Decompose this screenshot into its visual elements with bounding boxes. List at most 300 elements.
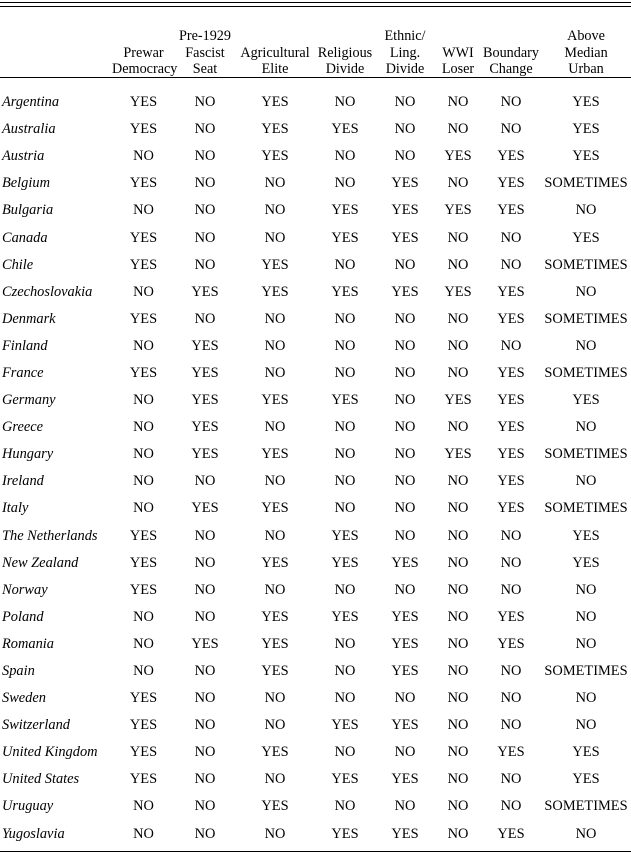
cell-ethnic-ling-divide: NO [394, 94, 416, 111]
table-header [0, 0, 631, 77]
cell-wwi-loser: NO [447, 744, 469, 761]
country-name: Belgium [2, 175, 50, 192]
cell-pre1929-fascist-seat: YES [191, 419, 219, 436]
cell-religious-divide: YES [331, 527, 359, 544]
cell-pre1929-fascist-seat: YES [191, 392, 219, 409]
country-name: Czechoslovakia [2, 283, 93, 300]
cell-prewar-democracy: YES [129, 581, 158, 598]
cell-pre1929-fascist-seat: NO [194, 717, 216, 734]
cell-pre1929-fascist-seat: NO [194, 175, 216, 192]
cell-agricultural-elite: NO [264, 771, 286, 788]
cell-boundary-change: YES [497, 500, 525, 517]
cell-agricultural-elite: NO [264, 337, 286, 354]
cell-boundary-change: YES [497, 473, 525, 490]
cell-wwi-loser: NO [447, 717, 469, 734]
cell-boundary-change: NO [500, 337, 522, 354]
cell-pre1929-fascist-seat: NO [194, 94, 216, 111]
cell-ethnic-ling-divide: YES [391, 771, 419, 788]
cell-prewar-democracy: YES [129, 175, 158, 192]
country-name: Greece [2, 419, 44, 436]
cell-agricultural-elite: YES [261, 148, 289, 165]
table-row [0, 77, 631, 116]
country-name: Romania [2, 635, 54, 652]
cell-above-median-urban: YES [572, 229, 600, 246]
cell-pre1929-fascist-seat: NO [194, 663, 216, 680]
cell-religious-divide: NO [334, 148, 356, 165]
cell-ethnic-ling-divide: NO [394, 337, 416, 354]
cell-boundary-change: YES [497, 364, 525, 381]
country-name: Chile [2, 256, 34, 273]
column-header-above-median-urban [541, 0, 631, 77]
cell-wwi-loser: NO [447, 94, 469, 111]
cell-ethnic-ling-divide: NO [394, 364, 416, 381]
cell-prewar-democracy: NO [133, 446, 154, 463]
cell-agricultural-elite: YES [261, 608, 289, 625]
cell-prewar-democracy: NO [133, 798, 154, 815]
table-row [0, 631, 631, 658]
cell-agricultural-elite: YES [261, 94, 289, 111]
cell-boundary-change: NO [500, 121, 522, 138]
cell-ethnic-ling-divide: NO [394, 473, 416, 490]
cell-ethnic-ling-divide: NO [394, 690, 416, 707]
column-header-line: Boundary [483, 44, 539, 61]
cell-boundary-change: NO [500, 94, 522, 111]
cell-prewar-democracy: YES [129, 121, 158, 138]
cell-boundary-change: YES [497, 202, 525, 219]
cell-above-median-urban: SOMETIMES [544, 798, 628, 815]
cell-above-median-urban: NO [575, 202, 597, 219]
cell-prewar-democracy: YES [129, 744, 158, 761]
cell-boundary-change: NO [500, 798, 522, 815]
cell-religious-divide: NO [334, 690, 356, 707]
cell-above-median-urban: NO [575, 581, 597, 598]
column-header-line: Fascist [185, 44, 225, 61]
cell-pre1929-fascist-seat: NO [194, 554, 216, 571]
column-header-line: Ling. [389, 44, 421, 61]
cell-prewar-democracy: NO [133, 283, 154, 300]
cell-boundary-change: YES [497, 310, 525, 327]
cell-boundary-change: YES [497, 608, 525, 625]
column-header-line: Loser [441, 60, 475, 77]
cell-agricultural-elite: NO [264, 690, 286, 707]
cell-ethnic-ling-divide: YES [391, 608, 419, 625]
country-name: Australia [2, 121, 56, 138]
table-row [0, 143, 631, 170]
country-name: Yugoslavia [2, 825, 65, 842]
cell-ethnic-ling-divide: YES [391, 635, 419, 652]
cell-pre1929-fascist-seat: YES [191, 635, 219, 652]
column-header-line: Prewar [123, 44, 164, 61]
cell-above-median-urban: YES [572, 392, 600, 409]
cell-ethnic-ling-divide: YES [391, 554, 419, 571]
cell-agricultural-elite: NO [264, 825, 286, 842]
column-header-line: Democracy [112, 60, 178, 77]
country-name: Uruguay [2, 798, 54, 815]
cell-agricultural-elite: NO [264, 473, 286, 490]
cell-prewar-democracy: YES [129, 690, 158, 707]
cell-agricultural-elite: YES [261, 554, 289, 571]
column-header-boundary-change [481, 0, 541, 77]
country-name: The Netherlands [2, 527, 98, 544]
cell-boundary-change: YES [497, 175, 525, 192]
cell-prewar-democracy: YES [129, 771, 158, 788]
cell-religious-divide: NO [334, 364, 356, 381]
cell-agricultural-elite: NO [264, 202, 286, 219]
cell-boundary-change: NO [500, 256, 522, 273]
cell-agricultural-elite: NO [264, 419, 286, 436]
cell-ethnic-ling-divide: NO [394, 500, 416, 517]
column-header-line: Elite [261, 60, 289, 77]
cell-above-median-urban: SOMETIMES [544, 364, 628, 381]
country-name: United States [2, 771, 80, 788]
cell-pre1929-fascist-seat: NO [194, 148, 216, 165]
cell-boundary-change: NO [500, 690, 522, 707]
cell-ethnic-ling-divide: YES [391, 717, 419, 734]
column-header-line: Divide [325, 60, 365, 77]
cell-agricultural-elite: YES [261, 446, 289, 463]
cell-boundary-change: YES [497, 635, 525, 652]
cell-pre1929-fascist-seat: YES [191, 500, 219, 517]
cell-agricultural-elite: NO [264, 717, 286, 734]
cell-religious-divide: YES [331, 825, 359, 842]
cell-religious-divide: NO [334, 446, 356, 463]
cell-ethnic-ling-divide: NO [394, 527, 416, 544]
table-row [0, 170, 631, 197]
cell-above-median-urban: NO [575, 473, 597, 490]
cell-agricultural-elite: YES [261, 256, 289, 273]
cell-prewar-democracy: YES [129, 717, 158, 734]
column-header-line: WWI [442, 44, 474, 61]
table-row [0, 712, 631, 739]
cell-wwi-loser: YES [444, 202, 472, 219]
country-name: Poland [2, 608, 44, 625]
cell-wwi-loser: NO [447, 608, 469, 625]
cell-pre1929-fascist-seat: NO [194, 608, 216, 625]
cell-wwi-loser: NO [447, 364, 469, 381]
cell-boundary-change: YES [497, 392, 525, 409]
cell-religious-divide: NO [334, 337, 356, 354]
cell-prewar-democracy: YES [129, 229, 158, 246]
country-name: Canada [2, 229, 48, 246]
cell-pre1929-fascist-seat: NO [194, 121, 216, 138]
cell-prewar-democracy: NO [133, 148, 154, 165]
cell-religious-divide: YES [331, 229, 359, 246]
cell-agricultural-elite: NO [264, 310, 286, 327]
column-header-prewar-democracy [112, 0, 178, 77]
cell-prewar-democracy: YES [129, 364, 158, 381]
column-header-line: Change [489, 60, 533, 77]
table-row [0, 658, 631, 685]
cell-above-median-urban: SOMETIMES [544, 446, 628, 463]
cell-agricultural-elite: YES [261, 744, 289, 761]
country-name: New Zealand [2, 554, 79, 571]
cell-ethnic-ling-divide: YES [391, 283, 419, 300]
country-name: Switzerland [2, 717, 70, 734]
cell-agricultural-elite: NO [264, 175, 286, 192]
table-bottom-rule [0, 851, 631, 852]
cell-boundary-change: NO [500, 554, 522, 571]
cell-religious-divide: YES [331, 608, 359, 625]
cell-religious-divide: NO [334, 744, 356, 761]
cell-ethnic-ling-divide: NO [394, 392, 416, 409]
cell-pre1929-fascist-seat: NO [194, 527, 216, 544]
cell-religious-divide: NO [334, 500, 356, 517]
table-row [0, 685, 631, 712]
cell-wwi-loser: NO [447, 798, 469, 815]
country-name: Spain [2, 663, 35, 680]
cell-prewar-democracy: YES [129, 256, 158, 273]
cell-ethnic-ling-divide: YES [391, 663, 419, 680]
cell-pre1929-fascist-seat: NO [194, 229, 216, 246]
cell-religious-divide: NO [334, 175, 356, 192]
table-row [0, 604, 631, 631]
cell-prewar-democracy: NO [133, 419, 154, 436]
cell-boundary-change: YES [497, 744, 525, 761]
cell-above-median-urban: NO [575, 690, 597, 707]
table-row [0, 577, 631, 604]
cell-wwi-loser: NO [447, 771, 469, 788]
column-header-pre1929-fascist-seat [175, 0, 235, 77]
cell-religious-divide: NO [334, 310, 356, 327]
cell-agricultural-elite: YES [261, 798, 289, 815]
column-header-country [0, 0, 112, 77]
table-row [0, 739, 631, 766]
table-row [0, 523, 631, 550]
table-row [0, 116, 631, 143]
table-row [0, 306, 631, 333]
cell-ethnic-ling-divide: NO [394, 419, 416, 436]
cell-agricultural-elite: YES [261, 283, 289, 300]
cell-ethnic-ling-divide: YES [391, 202, 419, 219]
cell-ethnic-ling-divide: NO [394, 121, 416, 138]
cell-pre1929-fascist-seat: YES [191, 283, 219, 300]
cell-agricultural-elite: YES [261, 635, 289, 652]
cell-above-median-urban: YES [572, 121, 600, 138]
column-header-line: Agricultural [240, 44, 310, 61]
country-name: Ireland [2, 473, 44, 490]
cell-prewar-democracy: NO [133, 473, 154, 490]
cell-agricultural-elite: YES [261, 392, 289, 409]
cell-above-median-urban: YES [572, 94, 600, 111]
cell-wwi-loser: NO [447, 527, 469, 544]
cell-wwi-loser: YES [444, 283, 472, 300]
cell-above-median-urban: SOMETIMES [544, 256, 628, 273]
cell-religious-divide: NO [334, 473, 356, 490]
cell-prewar-democracy: NO [133, 392, 154, 409]
cell-boundary-change: YES [497, 446, 525, 463]
cell-above-median-urban: YES [572, 527, 600, 544]
cell-boundary-change: NO [500, 581, 522, 598]
cell-pre1929-fascist-seat: NO [194, 690, 216, 707]
cell-religious-divide: NO [334, 419, 356, 436]
column-header-line: Religious [317, 44, 373, 61]
cell-above-median-urban: YES [572, 554, 600, 571]
cell-pre1929-fascist-seat: NO [194, 473, 216, 490]
cell-above-median-urban: SOMETIMES [544, 663, 628, 680]
column-header-wwi-loser [435, 0, 481, 77]
column-header-line: Above [567, 28, 605, 45]
cell-pre1929-fascist-seat: YES [191, 337, 219, 354]
country-name: Italy [2, 500, 29, 517]
cell-above-median-urban: SOMETIMES [544, 310, 628, 327]
cell-wwi-loser: YES [444, 392, 472, 409]
cell-boundary-change: YES [497, 825, 525, 842]
cell-pre1929-fascist-seat: NO [194, 771, 216, 788]
cell-wwi-loser: YES [444, 446, 472, 463]
column-header-line: Urban [568, 60, 604, 77]
cell-prewar-democracy: NO [133, 202, 154, 219]
cell-wwi-loser: NO [447, 229, 469, 246]
cell-pre1929-fascist-seat: NO [194, 825, 216, 842]
cell-agricultural-elite: NO [264, 364, 286, 381]
country-name: Sweden [2, 690, 46, 707]
cell-religious-divide: NO [334, 256, 356, 273]
cell-above-median-urban: NO [575, 825, 597, 842]
cell-agricultural-elite: NO [264, 581, 286, 598]
cell-above-median-urban: NO [575, 337, 597, 354]
column-header-line: Pre-1929 [178, 28, 231, 45]
cell-religious-divide: NO [334, 798, 356, 815]
cell-ethnic-ling-divide: YES [391, 825, 419, 842]
cell-pre1929-fascist-seat: NO [194, 202, 216, 219]
table-row [0, 495, 631, 522]
country-name: United Kingdom [2, 744, 98, 761]
cell-boundary-change: YES [497, 283, 525, 300]
column-header-ethnic-ling-divide [375, 0, 435, 77]
cell-agricultural-elite: NO [264, 229, 286, 246]
cell-agricultural-elite: YES [261, 121, 289, 138]
cell-wwi-loser: NO [447, 690, 469, 707]
cell-wwi-loser: NO [447, 121, 469, 138]
column-header-line: Ethnic/ [384, 28, 426, 45]
column-header-religious-divide [315, 0, 375, 77]
table-row [0, 387, 631, 414]
cell-pre1929-fascist-seat: NO [194, 310, 216, 327]
cell-wwi-loser: NO [447, 473, 469, 490]
cell-religious-divide: NO [334, 94, 356, 111]
country-name: Hungary [2, 446, 54, 463]
cell-religious-divide: NO [334, 663, 356, 680]
cell-boundary-change: YES [497, 419, 525, 436]
cell-wwi-loser: NO [447, 635, 469, 652]
cell-prewar-democracy: YES [129, 554, 158, 571]
cell-agricultural-elite: YES [261, 663, 289, 680]
column-header-line: Median [564, 44, 608, 61]
cell-ethnic-ling-divide: NO [394, 446, 416, 463]
cell-above-median-urban: SOMETIMES [544, 500, 628, 517]
cell-wwi-loser: NO [447, 337, 469, 354]
cell-above-median-urban: NO [575, 419, 597, 436]
cell-boundary-change: YES [497, 148, 525, 165]
cell-ethnic-ling-divide: YES [391, 229, 419, 246]
cell-above-median-urban: NO [575, 283, 597, 300]
table-row [0, 414, 631, 441]
cell-ethnic-ling-divide: NO [394, 798, 416, 815]
cell-wwi-loser: NO [447, 256, 469, 273]
country-name: Argentina [2, 94, 60, 111]
cell-wwi-loser: NO [447, 175, 469, 192]
country-name: Denmark [2, 310, 56, 327]
table-body [0, 77, 631, 848]
cell-above-median-urban: YES [572, 148, 600, 165]
cell-pre1929-fascist-seat: NO [194, 256, 216, 273]
country-name: Finland [2, 337, 48, 354]
table-row [0, 550, 631, 577]
cell-above-median-urban: SOMETIMES [544, 175, 628, 192]
cell-prewar-democracy: YES [129, 310, 158, 327]
cell-boundary-change: NO [500, 527, 522, 544]
cell-above-median-urban: NO [575, 635, 597, 652]
cell-prewar-democracy: NO [133, 825, 154, 842]
table-row [0, 468, 631, 495]
cell-wwi-loser: NO [447, 581, 469, 598]
cell-religious-divide: YES [331, 554, 359, 571]
cell-religious-divide: YES [331, 121, 359, 138]
cell-prewar-democracy: YES [129, 527, 158, 544]
country-name: Austria [2, 148, 45, 165]
cell-wwi-loser: NO [447, 554, 469, 571]
cell-pre1929-fascist-seat: NO [194, 744, 216, 761]
column-header-line: Seat [192, 60, 218, 77]
cell-agricultural-elite: YES [261, 500, 289, 517]
table-row [0, 793, 631, 820]
table-row [0, 224, 631, 251]
country-name: Bulgaria [2, 202, 54, 219]
cell-above-median-urban: YES [572, 744, 600, 761]
cell-prewar-democracy: NO [133, 635, 154, 652]
cell-boundary-change: NO [500, 229, 522, 246]
cell-wwi-loser: NO [447, 419, 469, 436]
cell-religious-divide: YES [331, 283, 359, 300]
cell-above-median-urban: NO [575, 717, 597, 734]
cell-religious-divide: NO [334, 581, 356, 598]
cell-boundary-change: NO [500, 717, 522, 734]
header-separator-rule [0, 77, 631, 78]
table-row [0, 821, 631, 848]
cell-pre1929-fascist-seat: YES [191, 446, 219, 463]
cell-ethnic-ling-divide: NO [394, 148, 416, 165]
cell-wwi-loser: YES [444, 148, 472, 165]
cell-prewar-democracy: NO [133, 500, 154, 517]
cell-agricultural-elite: NO [264, 527, 286, 544]
cell-ethnic-ling-divide: YES [391, 175, 419, 192]
country-name: France [2, 364, 44, 381]
country-name: Norway [2, 581, 48, 598]
cell-ethnic-ling-divide: NO [394, 310, 416, 327]
table-row [0, 197, 631, 224]
cell-ethnic-ling-divide: NO [394, 744, 416, 761]
cell-religious-divide: YES [331, 717, 359, 734]
cell-pre1929-fascist-seat: NO [194, 798, 216, 815]
cell-prewar-democracy: YES [129, 94, 158, 111]
table-row [0, 360, 631, 387]
cell-pre1929-fascist-seat: NO [194, 581, 216, 598]
cell-wwi-loser: NO [447, 500, 469, 517]
cell-religious-divide: YES [331, 392, 359, 409]
table-row [0, 766, 631, 793]
cell-wwi-loser: NO [447, 825, 469, 842]
cell-religious-divide: NO [334, 635, 356, 652]
header-row [0, 0, 631, 77]
cell-pre1929-fascist-seat: YES [191, 364, 219, 381]
cell-above-median-urban: NO [575, 608, 597, 625]
cell-prewar-democracy: NO [133, 337, 154, 354]
table-row [0, 333, 631, 360]
table-row [0, 252, 631, 279]
column-header-agricultural-elite [235, 0, 315, 77]
table-row [0, 441, 631, 468]
cell-wwi-loser: NO [447, 663, 469, 680]
